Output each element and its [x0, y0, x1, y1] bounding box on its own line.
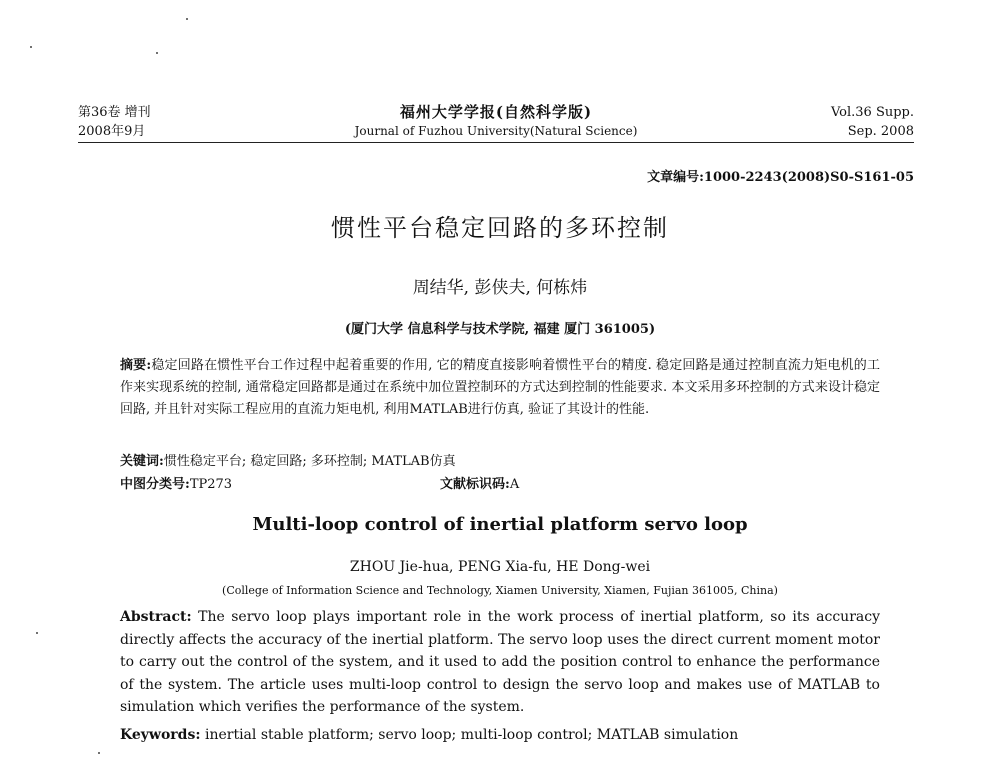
scan-speck	[30, 46, 32, 48]
abstract-en	[120, 606, 880, 719]
authors-cn: 周结华, 彭侠夫, 何栋炜	[412, 278, 588, 298]
keywords-cn	[120, 452, 880, 472]
keywords-cn-label: 关键词:	[120, 454, 164, 469]
volume-en: Vol.36 Supp.	[830, 105, 914, 120]
authors-en: ZHOU Jie-hua, PENG Xia-fu, HE Dong-wei	[349, 559, 651, 575]
abstract-en-text: The servo loop plays important role in the work process of inertial platform, so its accuracy directly affects the accuracy of the inertial platform. The servo loop uses the direct current moment motor to carry out the control of the system, and it used to add the position control to enhance the performance of the system. The article uses multi-loop control to design the servo loop and makes use of MATLAB to simulation which verifies the performance of the system.	[120, 609, 880, 715]
header-center	[338, 103, 654, 141]
header-left	[78, 103, 151, 141]
date-en: Sep. 2008	[847, 124, 914, 139]
abstract-en-label: Abstract:	[120, 609, 192, 625]
abstract-cn-text: 稳定回路在惯性平台工作过程中起着重要的作用, 它的精度直接影响着惯性平台的精度. 稳定回路是通过控制直流力矩电机的工作来实现系统的控制, 通常稳定回路都是通过在系统中加位置控制环的方式达到控制的性能要求. 本文采用多环控制的方式来设计稳定回路, 并且针对实际工程应用的直流力矩电机, 利用MATLAB进行仿真, 验证了其设计的性能.	[120, 358, 880, 417]
doc-code	[440, 475, 519, 495]
date-cn: 2008年9月	[78, 124, 146, 139]
header-right	[831, 103, 914, 141]
scan-speck	[36, 632, 38, 634]
keywords-en-text: inertial stable platform; servo loop; multi-loop control; MATLAB simulation	[204, 727, 739, 743]
keywords-en-label: Keywords:	[120, 727, 201, 743]
classification	[120, 477, 232, 492]
volume-cn: 第36卷 增刊	[78, 105, 151, 120]
title-en: Multi-loop control of inertial platform servo loop	[252, 514, 748, 535]
scan-speck	[98, 752, 100, 754]
title-cn: 惯性平台稳定回路的多环控制	[331, 214, 669, 242]
affiliation-cn: (厦门大学 信息科学与技术学院, 福建 厦门 361005)	[344, 322, 656, 337]
article-number: 文章编号:1000-2243(2008)S0-S161-05	[647, 170, 914, 185]
keywords-en	[120, 724, 880, 746]
abstract-cn-label: 摘要:	[120, 358, 152, 373]
doc-code-label: 文献标识码:	[440, 477, 510, 492]
scan-speck	[156, 52, 158, 54]
classification-label: 中图分类号:	[120, 477, 190, 492]
keywords-cn-text: 惯性稳定平台; 稳定回路; 多环控制; MATLAB仿真	[163, 454, 456, 469]
journal-name-cn: 福州大学学报(自然科学版)	[399, 103, 593, 121]
header-rule	[78, 142, 914, 143]
scan-speck	[186, 18, 188, 20]
doc-code-value: A	[509, 477, 520, 492]
classification-value: TP273	[189, 477, 233, 492]
running-header	[78, 103, 914, 147]
affiliation-en: (College of Information Science and Technology, Xiamen University, Xiamen, Fujian 361005, China)	[222, 584, 778, 597]
journal-name-en: Journal of Fuzhou University(Natural Science)	[354, 124, 638, 138]
abstract-cn	[120, 355, 880, 421]
classification-row	[120, 475, 880, 495]
